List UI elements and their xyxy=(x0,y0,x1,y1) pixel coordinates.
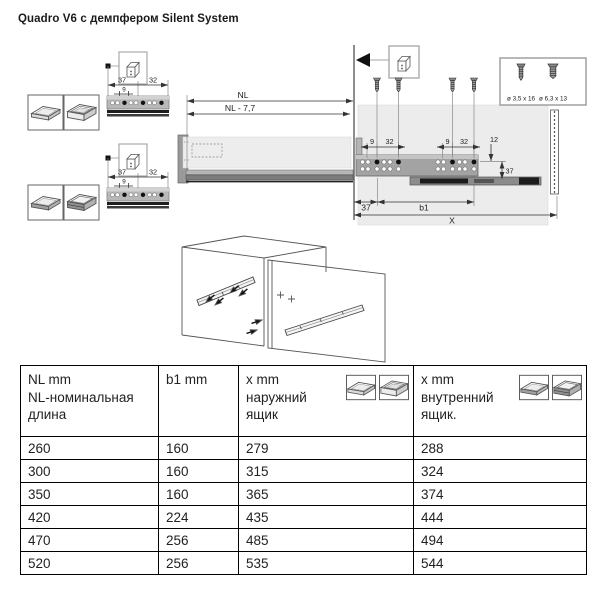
col-header-x-inner xyxy=(414,366,587,437)
table-row xyxy=(21,437,587,460)
table-cell: 160 xyxy=(159,460,239,483)
table-cell: 160 xyxy=(159,483,239,506)
header-line: x mm xyxy=(421,372,454,387)
header-line: NL mm xyxy=(28,372,71,387)
svg-text:32: 32 xyxy=(385,137,394,146)
table-cell: 520 xyxy=(21,552,159,575)
mounting-arrow-icon xyxy=(251,318,263,326)
col-header-nl xyxy=(21,366,159,437)
screw-large-label: ø 6,3 x 13 xyxy=(538,95,568,103)
table-cell: 324 xyxy=(414,460,587,483)
svg-text:37: 37 xyxy=(505,166,514,176)
col-header-x-outer xyxy=(239,366,414,437)
svg-text:9: 9 xyxy=(369,137,375,146)
svg-text:32: 32 xyxy=(459,137,469,146)
table-cell: 160 xyxy=(159,437,239,460)
svg-text:12: 12 xyxy=(489,135,499,144)
mounting-arrow-icon xyxy=(246,328,258,336)
table-row xyxy=(21,506,587,529)
header-line: ящик. xyxy=(421,407,457,422)
table-header-row xyxy=(21,366,587,437)
drawer-side-panel xyxy=(183,137,351,168)
dim-32-label: 32 xyxy=(148,75,158,85)
main-side-view xyxy=(178,45,586,226)
header-line: внутренний xyxy=(421,389,494,405)
header-line: ящик xyxy=(246,407,278,422)
table-cell: 260 xyxy=(21,437,159,460)
drawer-type-icons-top xyxy=(28,95,99,130)
table-cell: 300 xyxy=(21,460,159,483)
table-cell: 315 xyxy=(239,460,414,483)
dim-nl-minus-label: NL - 7,7 xyxy=(224,103,256,113)
table-row xyxy=(21,529,587,552)
table-row xyxy=(21,552,587,575)
direction-arrow-icon xyxy=(356,53,370,67)
profile-holes xyxy=(111,101,164,105)
drawer-tray-icon xyxy=(346,374,376,401)
rail-profile-detail-top xyxy=(106,52,170,117)
table-row xyxy=(21,483,587,506)
table-cell: 544 xyxy=(414,552,587,575)
table-cell: 365 xyxy=(239,483,414,506)
table-row xyxy=(21,460,587,483)
drawer-box-icon xyxy=(552,374,582,401)
screw-small-label: ø 3,5 x 16 xyxy=(506,95,536,103)
table-cell: 470 xyxy=(21,529,159,552)
svg-text:b1: b1 xyxy=(419,202,429,213)
drawer-tray-icon xyxy=(519,374,549,401)
drawer-type-icons-bottom xyxy=(28,185,99,220)
svg-text:9: 9 xyxy=(445,137,450,146)
table-cell: 485 xyxy=(239,529,414,552)
table-cell: 420 xyxy=(21,506,159,529)
table-cell: 350 xyxy=(21,483,159,506)
drawer-front-section xyxy=(551,110,559,194)
panel-cube-icon xyxy=(398,57,410,72)
telescopic-rail xyxy=(410,177,541,185)
rail-profile-detail-bottom xyxy=(106,144,170,209)
header-line: длина xyxy=(28,407,67,422)
screw-spec-box xyxy=(500,58,586,105)
dimensions-table xyxy=(20,365,587,575)
left-slide xyxy=(197,277,255,306)
dim-9-label: 9 xyxy=(122,86,126,94)
drawer-box-icon xyxy=(379,374,409,401)
header-line: b1 mm xyxy=(166,372,208,387)
table-cell: 279 xyxy=(239,437,414,460)
drawer-rail xyxy=(186,170,353,182)
mounting-perspective xyxy=(182,236,385,362)
table-cell: 435 xyxy=(239,506,414,529)
table-cell: 374 xyxy=(414,483,587,506)
svg-text:37: 37 xyxy=(361,202,371,213)
table-cell: 256 xyxy=(159,552,239,575)
table-cell: 535 xyxy=(239,552,414,575)
page-title: Quadro V6 с демпфером Silent System xyxy=(18,13,239,25)
table-cell: 256 xyxy=(159,529,239,552)
table-cell: 288 xyxy=(414,437,587,460)
svg-text:X: X xyxy=(449,215,455,226)
col-header-b1 xyxy=(159,366,239,437)
header-line: наружний xyxy=(246,389,307,405)
dim-37-label: 37 xyxy=(117,75,127,85)
header-line: x mm xyxy=(246,372,279,387)
header-line: NL-номинальная xyxy=(28,389,134,405)
dim-nl-label: NL xyxy=(237,90,249,100)
table-cell: 224 xyxy=(159,506,239,529)
right-slide xyxy=(285,305,364,336)
technical-drawing xyxy=(0,38,600,364)
table-cell: 494 xyxy=(414,529,587,552)
table-cell: 444 xyxy=(414,506,587,529)
